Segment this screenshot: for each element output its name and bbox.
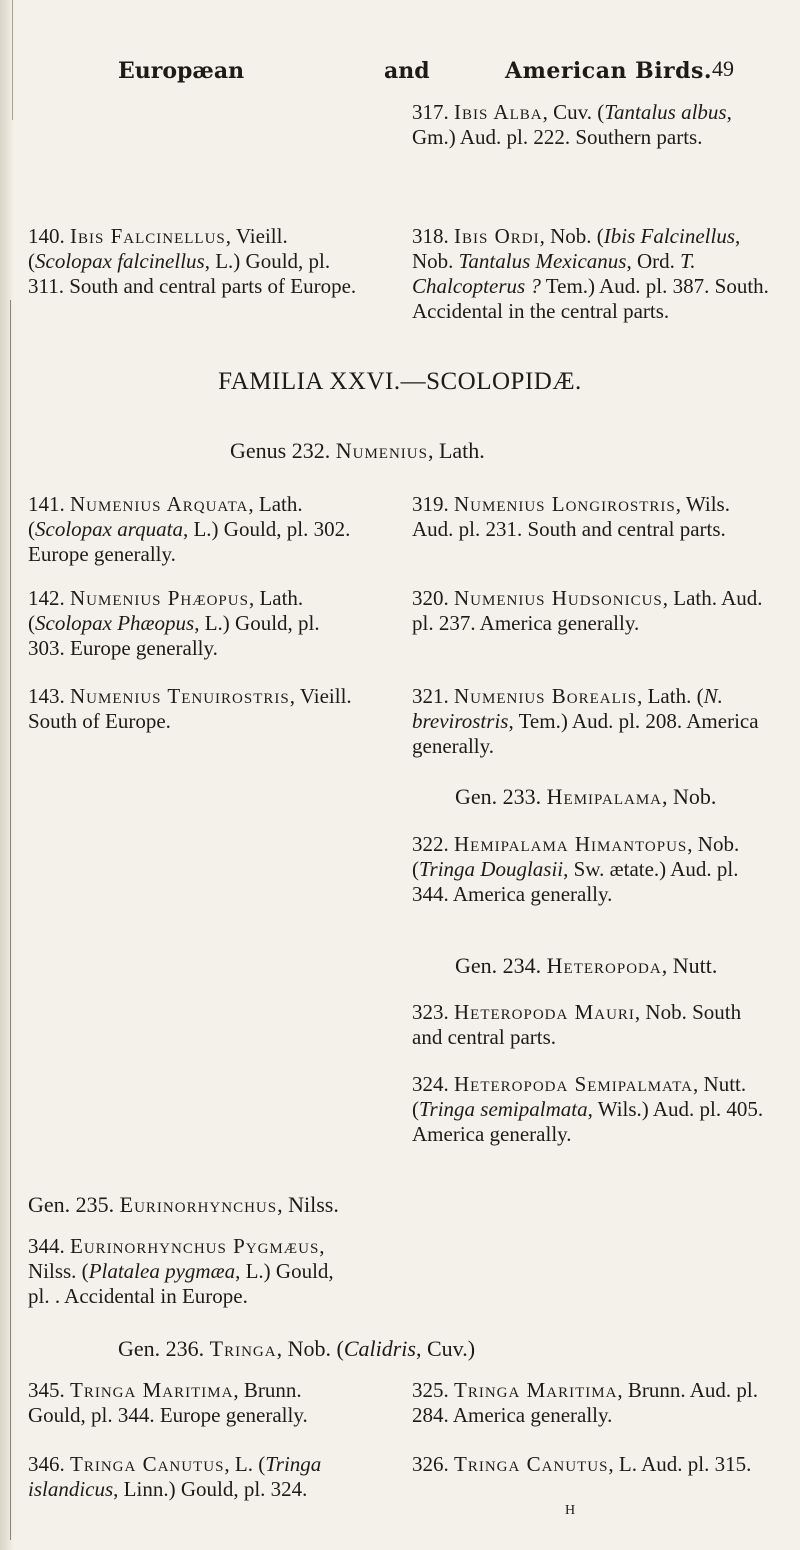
binding-edge <box>10 300 11 1540</box>
genus-heading-233: Gen. 233. Hemipalama, Nob. <box>455 784 717 809</box>
entry-number: 344. <box>28 1234 65 1258</box>
species-name: Ibis Ordi <box>454 224 540 248</box>
entry-319: 319. Numenius Longirostris, Wils. Aud. pl. 231. South and central parts. <box>412 492 730 541</box>
entry-number: 319. <box>412 492 449 516</box>
entry-number: 317. <box>412 100 449 124</box>
synonym: Scolopax Phæopus <box>35 611 195 635</box>
entry-142: 142. Numenius Phæopus, Lath. (Scolopax Phæopus, L.) Gould, pl. 303. Europe generally. <box>28 586 320 660</box>
synonym: Scolopax arquata <box>35 517 183 541</box>
synonym: Tringa semipalmata <box>419 1097 588 1121</box>
species-name: Heteropoda Semipalmata <box>454 1072 694 1096</box>
entry-318: 318. Ibis Ordi, Nob. (Ibis Falcinellus, Nob. Tantalus Mexicanus, Ord. T. Chalcopterus ? Tem.) Aud. pl. 387. South. Accidental in the central parts. <box>412 224 769 323</box>
species-name: Ibis Falcinellus <box>70 224 226 248</box>
entry-346: 346. Tringa Canutus, L. (Tringa islandicus, Linn.) Gould, pl. 324. <box>28 1452 322 1501</box>
entry-325: 325. Tringa Maritima, Brunn. Aud. pl. 284. America generally. <box>412 1378 759 1427</box>
species-name: Tringa Maritima <box>70 1378 234 1402</box>
species-name: Eurinorhynchus Pygmæus <box>70 1234 320 1258</box>
synonym: N. brevirostris <box>412 684 723 733</box>
entry-number: 321. <box>412 684 449 708</box>
species-name: Tringa Canutus <box>454 1452 609 1476</box>
entry-317: 317. Ibis Alba, Cuv. (Tantalus albus, Gm.) Aud. pl. 222. Southern parts. <box>412 100 732 149</box>
species-name: Numenius Tenuirostris <box>70 684 290 708</box>
synonym: Ibis Falcinellus <box>603 224 735 248</box>
running-head-right: American Birds. <box>505 58 713 84</box>
species-name: Tringa Maritima <box>454 1378 618 1402</box>
entry-324: 324. Heteropoda Semipalmata, Nutt. (Tringa semipalmata, Wils.) Aud. pl. 405. America generally. <box>412 1072 764 1146</box>
entry-326: 326. Tringa Canutus, L. Aud. pl. 315. <box>412 1452 752 1476</box>
synonym: Tantalus albus <box>604 100 727 124</box>
entry-number: 322. <box>412 832 449 856</box>
species-name: Numenius Longirostris <box>454 492 676 516</box>
entry-320: 320. Numenius Hudsonicus, Lath. Aud. pl. 237. America generally. <box>412 586 763 635</box>
species-name: Heteropoda Mauri <box>454 1000 635 1024</box>
entry-number: 323. <box>412 1000 449 1024</box>
binding-edge-top <box>12 0 13 120</box>
running-head-left: Europæan <box>118 58 245 84</box>
species-name: Hemipalama Himantopus <box>454 832 688 856</box>
entry-322: 322. Hemipalama Himantopus, Nob. (Tringa Douglasii, Sw. ætate.) Aud. pl. 344. America generally. <box>412 832 740 906</box>
entry-number: 140. <box>28 224 65 248</box>
entry-number: 324. <box>412 1072 449 1096</box>
synonym: Tringa islandicus <box>28 1452 322 1501</box>
entry-number: 326. <box>412 1452 449 1476</box>
species-name: Numenius Arquata <box>70 492 249 516</box>
signature-mark: H <box>565 1503 576 1518</box>
synonym: Platalea pygmæa <box>88 1259 236 1283</box>
species-name: Ibis Alba <box>454 100 543 124</box>
species-name: Tringa Canutus <box>70 1452 225 1476</box>
entry-141: 141. Numenius Arquata, Lath. (Scolopax arquata, L.) Gould, pl. 302. Europe generally. <box>28 492 351 566</box>
synonym: Scolopax falcinellus <box>35 249 205 273</box>
entry-number: 320. <box>412 586 449 610</box>
entry-number: 143. <box>28 684 65 708</box>
genus-heading-232: Genus 232. Numenius, Lath. <box>230 438 485 463</box>
entry-number: 325. <box>412 1378 449 1402</box>
entry-number: 142. <box>28 586 65 610</box>
entry-321: 321. Numenius Borealis, Lath. (N. brevirostris, Tem.) Aud. pl. 208. America generally. <box>412 684 759 758</box>
genus-heading-236: Gen. 236. Tringa, Nob. (Calidris, Cuv.) <box>118 1336 476 1361</box>
genus-heading-234: Gen. 234. Heteropoda, Nutt. <box>455 953 718 978</box>
page-number: 49 <box>712 56 734 81</box>
entry-140: 140. Ibis Falcinellus, Vieill. (Scolopax falcinellus, L.) Gould, pl. 311. South and central parts of Europe. <box>28 224 357 298</box>
species-name: Numenius Borealis <box>454 684 638 708</box>
entry-number: 345. <box>28 1378 65 1402</box>
entry-143: 143. Numenius Tenuirostris, Vieill. South of Europe. <box>28 684 352 733</box>
page-gutter <box>0 0 14 1550</box>
synonym: Tringa Douglasii <box>419 857 564 881</box>
entry-345: 345. Tringa Maritima, Brunn. Gould, pl. 344. Europe generally. <box>28 1378 308 1427</box>
entry-number: 346. <box>28 1452 65 1476</box>
genus-heading-235: Gen. 235. Eurinorhynchus, Nilss. <box>28 1192 339 1217</box>
entry-number: 318. <box>412 224 449 248</box>
species-name: Numenius Phæopus <box>70 586 249 610</box>
running-head-middle: and <box>384 58 430 84</box>
species-name: Numenius Hudsonicus <box>454 586 663 610</box>
entry-323: 323. Heteropoda Mauri, Nob. South and central parts. <box>412 1000 742 1049</box>
family-heading: FAMILIA XXVI.—SCOLOPIDÆ. <box>218 368 582 395</box>
entry-344: 344. Eurinorhynchus Pygmæus, Nilss. (Platalea pygmæa, L.) Gould, pl. . Accidental in Europe. <box>28 1234 334 1308</box>
entry-number: 141. <box>28 492 65 516</box>
